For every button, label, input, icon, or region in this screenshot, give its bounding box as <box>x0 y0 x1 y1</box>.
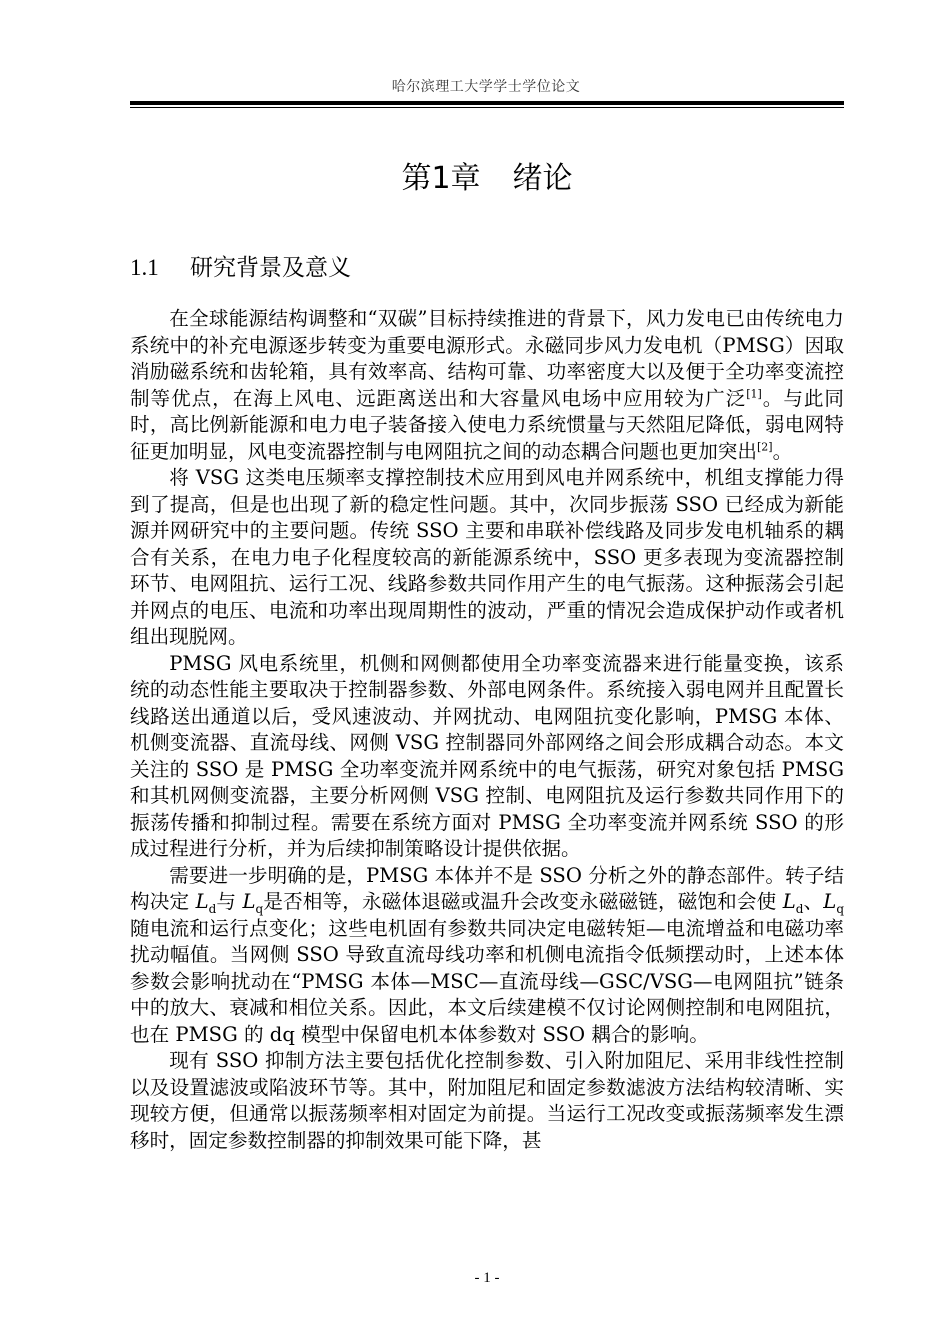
paragraph-4-sep: 、 <box>803 890 824 913</box>
page-number: - 1 - <box>474 1270 500 1286</box>
chapter-number: 第1章 <box>401 161 481 196</box>
chapter-heading <box>130 153 844 197</box>
paragraph-3: PMSG 风电系统里，机侧和网侧都使用全功率变流器来进行能量变换，该系统的动态性能主要取决于控制器参数、外部电网条件。系统接入弱电网并且配置长线路送出通道以后，受风速波动、并网扰动、电网阻抗变化影响，PMSG 本体、机侧变流器、直流母线、网侧 VSG 控制器同外部网络之间会形成耦合动态。本文关注的 SSO 是 PMSG 全功率变流并网系统中的电气振荡，研究对象包括 PMSG 和其机网侧变流器，主要分析网侧 VSG 控制、电网阻抗及运行参数共同作用下的振荡传播和抑制过程。需要在系统方面对 PMSG 全功率变流并网系统 SSO 的形成过程进行分析，并为后续抑制策略设计提供依据。 <box>130 651 844 860</box>
header-rule-thick <box>130 101 844 105</box>
section-title: 研究背景及意义 <box>190 255 351 281</box>
section-heading <box>130 249 351 282</box>
subscript-d: d <box>208 901 217 916</box>
paragraph-1-text-b: 。与此同时，高比例新能源和电力电子装备接入使电力系统惯量与天然阻尼降低，弱电网特征更加明显，风电变流器控制与电网阻抗之间的动态耦合问题也更加突出 <box>130 386 845 463</box>
subscript-d: d <box>795 901 804 916</box>
running-header: 哈尔滨理工大学学士学位论文 <box>391 79 581 95</box>
paragraph-4-text-a: 需要进一步明确的是，PMSG 本体并不是 SSO 分析之外的静态部件。转子结构决定 <box>130 863 844 913</box>
paragraph-1 <box>130 306 844 465</box>
symbol-L: L <box>823 890 837 913</box>
header-rule-thin <box>130 107 844 108</box>
symbol-L: L <box>782 890 796 913</box>
symbol-L: L <box>195 890 209 913</box>
body-text <box>130 306 844 1154</box>
symbol-L: L <box>242 890 256 913</box>
paragraph-1-text-c: 。 <box>772 439 793 463</box>
paragraph-4-text-c: 随电流和运行点变化；这些电机固有参数共同决定电磁转矩—电流增益和电磁功率扰动幅值。当网侧 SSO 导致直流母线功率和机侧电流指令低频摆动时，上述本体参数会影响扰动在“PMSG 本体—MSC—直流母线—GSC/VSG—电网阻抗”链条中的放大、衰减和相位关系。因此，本文后续建模不仅讨论网侧控制和电网阻抗，也在 PMSG 的 dq 模型中保留电机本体参数对 SSO 耦合的影响。 <box>130 916 844 1046</box>
section-number: 1.1 <box>130 255 159 280</box>
citation-1: [1] <box>746 386 762 400</box>
subscript-q: q <box>836 901 844 916</box>
paragraph-4-text-b: 是否相等，永磁体退磁或温升会改变永磁磁链，磁饱和会使 <box>263 890 783 913</box>
paragraph-5: 现有 SSO 抑制方法主要包括优化控制参数、引入附加阻尼、采用非线性控制以及设置滤波或陷波环节等。其中，附加阻尼和固定参数滤波方法结构较清晰、实现较方便，但通常以振荡频率相对固定为前提。当运行工况改变或振荡频率发生漂移时，固定参数控制器的抑制效果可能下降，甚 <box>130 1049 844 1152</box>
paragraph-4-and: 与 <box>216 890 243 913</box>
subscript-q: q <box>255 901 264 916</box>
paragraph-4 <box>130 863 844 1049</box>
citation-2: [2] <box>757 439 773 453</box>
chapter-title: 绪论 <box>512 161 573 196</box>
paragraph-1-text-a: 在全球能源结构调整和“双碳”目标持续推进的背景下，风力发电已由传统电力系统中的补充电源逐步转变为重要电源形式。永磁同步风力发电机（PMSG）因取消励磁系统和齿轮箱，具有效率高、结构可靠、功率密度大以及便于全功率变流控制等优点，在海上风电、远距离送出和大容量风电场中应用较为广泛 <box>130 307 844 410</box>
paragraph-2: 将 VSG 这类电压频率支撑控制技术应用到风电并网系统中，机组支撑能力得到了提高，但是也出现了新的稳定性问题。其中，次同步振荡 SSO 已经成为新能源并网研究中的主要问题。传统 SSO 主要和串联补偿线路及同步发电机轴系的耦合有关系，在电力电子化程度较高的新能源系统中，SSO 更多表现为变流器控制环节、电网阻抗、运行工况、线路参数共同作用产生的电气振荡。这种振荡会引起并网点的电压、电流和功率出现周期性的波动，严重的情况会造成保护动作或者机组出现脱网。 <box>130 466 844 648</box>
